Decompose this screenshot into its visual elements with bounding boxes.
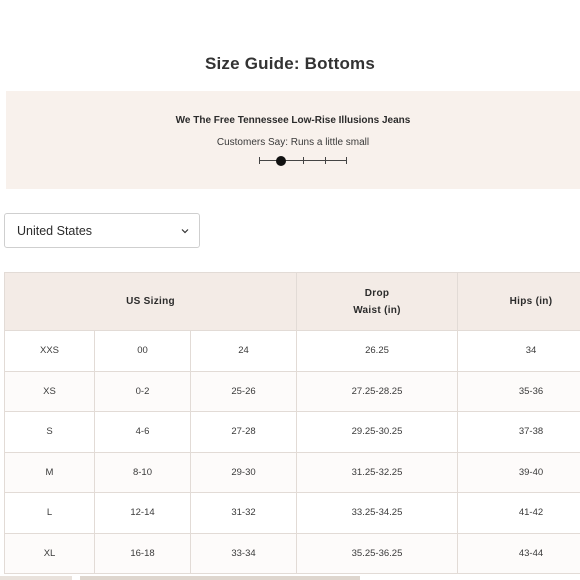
cell-waist: 24 xyxy=(191,331,297,372)
cell-waist: 25-26 xyxy=(191,371,297,412)
cell-numeric-size: 12-14 xyxy=(95,493,191,534)
fit-scale-tick xyxy=(303,157,304,164)
fit-scale-tick xyxy=(259,157,260,164)
cell-numeric-size: 00 xyxy=(95,331,191,372)
cell-waist: 31-32 xyxy=(191,493,297,534)
table-row xyxy=(5,533,580,574)
customers-say-text: Customers Say: Runs a little small xyxy=(216,137,370,148)
table-row xyxy=(5,452,580,493)
cell-hips: 37-38 xyxy=(458,412,580,453)
fit-scale-marker xyxy=(276,156,286,166)
table-row xyxy=(5,331,580,372)
product-name: We The Free Tennessee Low-Rise Illusions Jeans xyxy=(175,115,411,126)
cell-size: XXS xyxy=(5,331,95,372)
cell-numeric-size: 8-10 xyxy=(95,452,191,493)
fit-scale-tick xyxy=(325,157,326,164)
fit-scale xyxy=(259,155,347,167)
chevron-down-icon xyxy=(180,226,190,236)
cell-hips: 39-40 xyxy=(458,452,580,493)
cell-hips: 43-44 xyxy=(458,533,580,574)
cell-size: XL xyxy=(5,533,95,574)
country-select-value: United States xyxy=(17,223,93,238)
cell-waist: 33-34 xyxy=(191,533,297,574)
cell-numeric-size: 4-6 xyxy=(95,412,191,453)
cell-numeric-size: 0-2 xyxy=(95,371,191,412)
cell-hips: 35-36 xyxy=(458,371,580,412)
cell-waist: 29-30 xyxy=(191,452,297,493)
fit-summary-box xyxy=(6,91,580,189)
header-us-sizing: US Sizing xyxy=(5,273,297,331)
cell-drop-waist: 26.25 xyxy=(297,331,458,372)
table-header-row xyxy=(5,273,580,331)
table-row xyxy=(5,371,580,412)
size-table xyxy=(4,272,580,574)
header-drop-waist-line2: Waist (in) xyxy=(353,304,401,316)
cell-numeric-size: 16-18 xyxy=(95,533,191,574)
cell-size: L xyxy=(5,493,95,534)
cell-hips: 34 xyxy=(458,331,580,372)
header-hips: Hips (in) xyxy=(458,273,580,331)
thumbnail-edge xyxy=(80,576,360,580)
thumbnail-edge xyxy=(0,576,72,580)
cell-size: XS xyxy=(5,371,95,412)
cell-drop-waist: 35.25-36.25 xyxy=(297,533,458,574)
cell-drop-waist: 31.25-32.25 xyxy=(297,452,458,493)
cell-drop-waist: 29.25-30.25 xyxy=(297,412,458,453)
cell-size: M xyxy=(5,452,95,493)
header-drop-waist xyxy=(297,273,458,331)
cell-drop-waist: 33.25-34.25 xyxy=(297,493,458,534)
cell-drop-waist: 27.25-28.25 xyxy=(297,371,458,412)
country-select[interactable] xyxy=(4,213,200,248)
bottom-image-strip xyxy=(0,574,580,580)
table-row xyxy=(5,493,580,534)
cell-waist: 27-28 xyxy=(191,412,297,453)
fit-scale-tick xyxy=(346,157,347,164)
page-title: Size Guide: Bottoms xyxy=(204,54,376,73)
table-row xyxy=(5,412,580,453)
header-drop-waist-line1: Drop xyxy=(364,287,390,299)
cell-hips: 41-42 xyxy=(458,493,580,534)
cell-size: S xyxy=(5,412,95,453)
